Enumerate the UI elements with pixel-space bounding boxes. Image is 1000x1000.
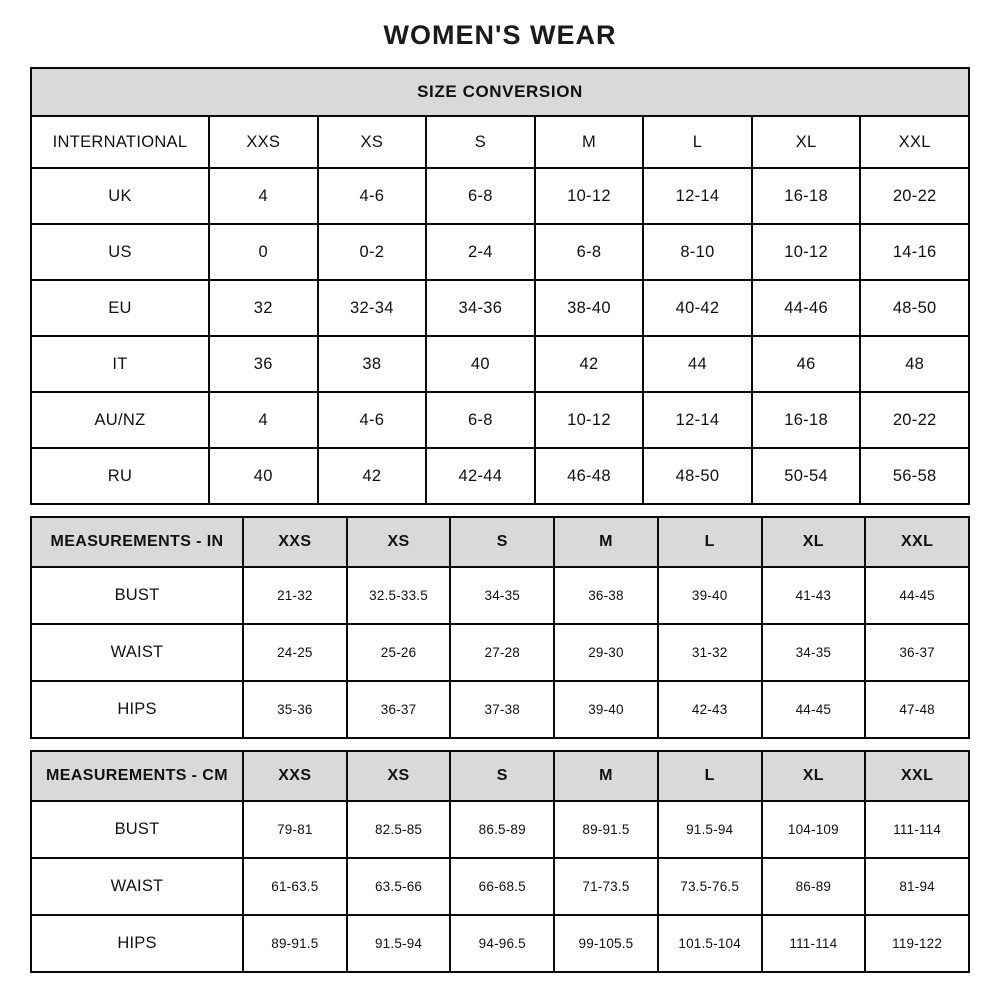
header-cell: S: [450, 517, 554, 567]
value-cell: 10-12: [535, 392, 644, 448]
header-cell: M: [535, 116, 644, 168]
value-cell: 47-48: [865, 681, 969, 738]
table-banner-row: [31, 68, 969, 116]
value-cell: 10-12: [535, 168, 644, 224]
value-cell: 104-109: [762, 801, 866, 858]
value-cell: 35-36: [243, 681, 347, 738]
value-cell: 111-114: [865, 801, 969, 858]
row-label: IT: [31, 336, 209, 392]
table-row: [31, 858, 969, 915]
value-cell: 71-73.5: [554, 858, 658, 915]
header-cell: XXS: [243, 517, 347, 567]
value-cell: 89-91.5: [554, 801, 658, 858]
header-cell: XS: [347, 517, 451, 567]
row-label: HIPS: [31, 915, 243, 972]
table-row: [31, 624, 969, 681]
value-cell: 42: [318, 448, 427, 504]
value-cell: 36: [209, 336, 318, 392]
header-cell: XXL: [860, 116, 969, 168]
value-cell: 6-8: [426, 168, 535, 224]
value-cell: 119-122: [865, 915, 969, 972]
value-cell: 2-4: [426, 224, 535, 280]
value-cell: 46: [752, 336, 861, 392]
value-cell: 82.5-85: [347, 801, 451, 858]
value-cell: 48-50: [860, 280, 969, 336]
header-cell: XL: [762, 751, 866, 801]
header-cell: S: [426, 116, 535, 168]
value-cell: 0: [209, 224, 318, 280]
value-cell: 4-6: [318, 392, 427, 448]
value-cell: 73.5-76.5: [658, 858, 762, 915]
value-cell: 0-2: [318, 224, 427, 280]
value-cell: 25-26: [347, 624, 451, 681]
value-cell: 20-22: [860, 392, 969, 448]
value-cell: 21-32: [243, 567, 347, 624]
value-cell: 44-45: [762, 681, 866, 738]
header-cell: XS: [347, 751, 451, 801]
value-cell: 38: [318, 336, 427, 392]
value-cell: 32-34: [318, 280, 427, 336]
value-cell: 38-40: [535, 280, 644, 336]
value-cell: 34-35: [450, 567, 554, 624]
header-cell: L: [658, 751, 762, 801]
table-banner: SIZE CONVERSION: [31, 68, 969, 116]
value-cell: 50-54: [752, 448, 861, 504]
table-row: [31, 336, 969, 392]
value-cell: 86-89: [762, 858, 866, 915]
value-cell: 12-14: [643, 392, 752, 448]
value-cell: 34-36: [426, 280, 535, 336]
value-cell: 91.5-94: [658, 801, 762, 858]
value-cell: 44-45: [865, 567, 969, 624]
value-cell: 12-14: [643, 168, 752, 224]
header-label: INTERNATIONAL: [31, 116, 209, 168]
value-cell: 16-18: [752, 168, 861, 224]
value-cell: 8-10: [643, 224, 752, 280]
value-cell: 91.5-94: [347, 915, 451, 972]
value-cell: 36-37: [347, 681, 451, 738]
value-cell: 63.5-66: [347, 858, 451, 915]
value-cell: 101.5-104: [658, 915, 762, 972]
row-label: RU: [31, 448, 209, 504]
row-label: UK: [31, 168, 209, 224]
value-cell: 79-81: [243, 801, 347, 858]
header-row: [31, 116, 969, 168]
value-cell: 31-32: [658, 624, 762, 681]
value-cell: 10-12: [752, 224, 861, 280]
value-cell: 32.5-33.5: [347, 567, 451, 624]
table-row: [31, 448, 969, 504]
table-row: [31, 168, 969, 224]
table-row: [31, 392, 969, 448]
value-cell: 42: [535, 336, 644, 392]
value-cell: 89-91.5: [243, 915, 347, 972]
value-cell: 40: [209, 448, 318, 504]
value-cell: 44: [643, 336, 752, 392]
value-cell: 48: [860, 336, 969, 392]
measurements-cm-table: [30, 750, 970, 973]
value-cell: 42-43: [658, 681, 762, 738]
header-cell: L: [658, 517, 762, 567]
value-cell: 111-114: [762, 915, 866, 972]
table-row: [31, 224, 969, 280]
value-cell: 4: [209, 392, 318, 448]
measurements-in-table: [30, 516, 970, 739]
value-cell: 99-105.5: [554, 915, 658, 972]
value-cell: 29-30: [554, 624, 658, 681]
value-cell: 39-40: [554, 681, 658, 738]
header-cell: S: [450, 751, 554, 801]
value-cell: 66-68.5: [450, 858, 554, 915]
table-row: [31, 915, 969, 972]
value-cell: 24-25: [243, 624, 347, 681]
row-label: WAIST: [31, 858, 243, 915]
value-cell: 36-38: [554, 567, 658, 624]
value-cell: 27-28: [450, 624, 554, 681]
value-cell: 61-63.5: [243, 858, 347, 915]
header-label: MEASUREMENTS - CM: [31, 751, 243, 801]
page-title: WOMEN'S WEAR: [383, 20, 617, 50]
header-cell: M: [554, 751, 658, 801]
header-cell: XXS: [209, 116, 318, 168]
header-row: [31, 517, 969, 567]
value-cell: 37-38: [450, 681, 554, 738]
value-cell: 40-42: [643, 280, 752, 336]
value-cell: 48-50: [643, 448, 752, 504]
value-cell: 34-35: [762, 624, 866, 681]
value-cell: 14-16: [860, 224, 969, 280]
row-label: HIPS: [31, 681, 243, 738]
value-cell: 44-46: [752, 280, 861, 336]
table-row: [31, 681, 969, 738]
header-cell: XS: [318, 116, 427, 168]
value-cell: 86.5-89: [450, 801, 554, 858]
table-row: [31, 280, 969, 336]
value-cell: 41-43: [762, 567, 866, 624]
value-cell: 6-8: [535, 224, 644, 280]
value-cell: 6-8: [426, 392, 535, 448]
row-label: EU: [31, 280, 209, 336]
row-label: US: [31, 224, 209, 280]
header-cell: XXS: [243, 751, 347, 801]
header-row: [31, 751, 969, 801]
header-label: MEASUREMENTS - IN: [31, 517, 243, 567]
header-cell: XL: [762, 517, 866, 567]
value-cell: 39-40: [658, 567, 762, 624]
table-row: [31, 567, 969, 624]
row-label: BUST: [31, 801, 243, 858]
size-conversion-table: [30, 67, 970, 505]
value-cell: 36-37: [865, 624, 969, 681]
header-cell: M: [554, 517, 658, 567]
value-cell: 20-22: [860, 168, 969, 224]
value-cell: 94-96.5: [450, 915, 554, 972]
value-cell: 46-48: [535, 448, 644, 504]
value-cell: 81-94: [865, 858, 969, 915]
header-cell: XXL: [865, 517, 969, 567]
row-label: WAIST: [31, 624, 243, 681]
row-label: BUST: [31, 567, 243, 624]
header-cell: L: [643, 116, 752, 168]
header-cell: XXL: [865, 751, 969, 801]
value-cell: 40: [426, 336, 535, 392]
value-cell: 56-58: [860, 448, 969, 504]
header-cell: XL: [752, 116, 861, 168]
value-cell: 16-18: [752, 392, 861, 448]
table-row: [31, 801, 969, 858]
value-cell: 4: [209, 168, 318, 224]
row-label: AU/NZ: [31, 392, 209, 448]
value-cell: 4-6: [318, 168, 427, 224]
value-cell: 42-44: [426, 448, 535, 504]
value-cell: 32: [209, 280, 318, 336]
